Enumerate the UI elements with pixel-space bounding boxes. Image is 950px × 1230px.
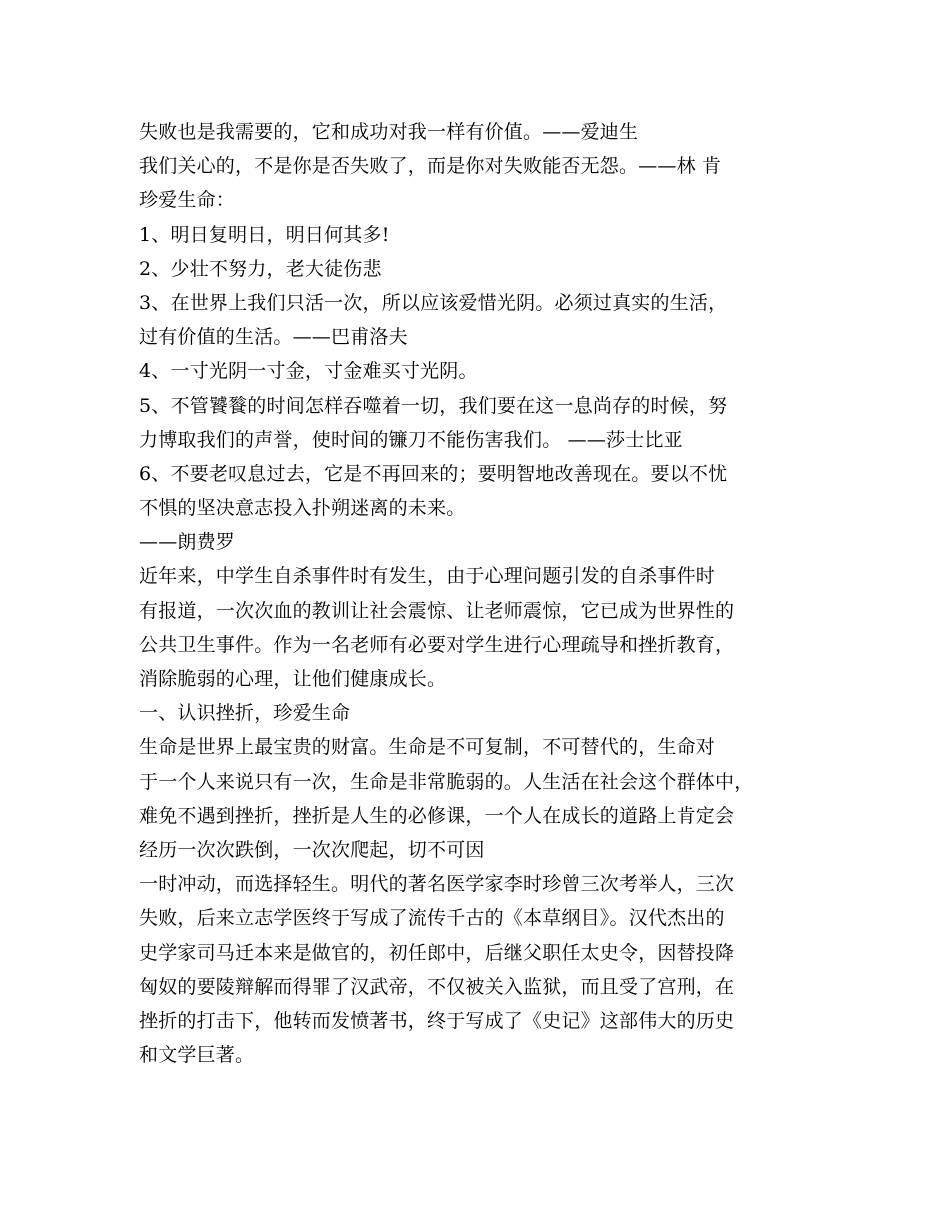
text-line: 近年来，中学生自杀事件时有发生，由于心理问题引发的自杀事件时 [139, 565, 716, 588]
text-line: 过有价值的生活。——巴甫洛夫 [139, 326, 408, 349]
text-line: 2、少壮不努力，老大徒伤悲 [139, 257, 382, 280]
text-line: 消除脆弱的心理，让他们健康成长。 [139, 668, 447, 690]
text-line: 挫折的打击下，他转而发愤著书，终于写成了《史记》这部伟大的历史 [139, 1009, 735, 1032]
text-line: 生命是世界上最宝贵的财富。生命是不可复制，不可替代的，生命对 [139, 736, 716, 759]
section-heading: 珍爱生命： [139, 189, 236, 212]
text-line: 力博取我们的声誉，使时间的镰刀不能伤害我们。 ——莎士比亚 [139, 428, 683, 451]
text-line: 3、在世界上我们只活一次，所以应该爱惜光阴。必须过真实的生活， [139, 291, 728, 314]
text-line: 一时冲动，而选择轻生。明代的著名医学家李时珍曾三次考举人，三次 [139, 873, 735, 896]
text-line: 失败也是我需要的，它和成功对我一样有价值。——爱迪生 [139, 121, 639, 143]
text-line: 失败，后来立志学医终于写成了流传千古的《本草纲目》。汉代杰出的 [139, 907, 725, 930]
text-line: 和文学巨著。 [139, 1044, 255, 1067]
section-heading: 一、认识挫折，珍爱生命 [139, 702, 351, 725]
text-line: 5、不管饕餮的时间怎样吞噬着一切，我们要在这一息尚存的时候，努 [139, 394, 728, 417]
text-line: 1、明日复明日，明日何其多! [139, 223, 390, 246]
text-line: 公共卫生事件。作为一名老师有必要对学生进行心理疏导和挫折教育， [139, 633, 735, 656]
text-line: 6、不要老叹息过去，它是不再回来的；要明智地改善现在。要以不忧 [139, 462, 728, 485]
text-line: 4、一寸光阴一寸金，寸金难买寸光阴。 [139, 360, 478, 383]
text-line: 不惧的坚决意志投入扑朔迷离的未来。 [139, 497, 466, 520]
text-line: 我们关心的，不是你是否失败了，而是你对失败能否无怨。——林 肯 [139, 155, 722, 178]
document-body [139, 115, 819, 1072]
text-line: 匈奴的要陵辩解而得罪了汉武帝，不仅被关入监狱，而且受了宫刑，在 [139, 975, 735, 998]
text-line: 经历一次次跌倒，一次次爬起，切不可因 [139, 838, 485, 861]
text-line: ——朗费罗 [139, 531, 236, 554]
text-line: 史学家司马迁本来是做官的，初任郎中，后继父职任太史令，因替投降 [139, 941, 735, 964]
text-line: 于一个人来说只有一次，生命是非常脆弱的。人生活在社会这个群体中， [139, 770, 754, 793]
text-line: 难免不遇到挫折，挫折是人生的必修课，一个人在成长的道路上肯定会 [139, 804, 735, 827]
text-line: 有报道，一次次血的教训让社会震惊、让老师震惊，它已成为世界性的 [139, 599, 735, 622]
